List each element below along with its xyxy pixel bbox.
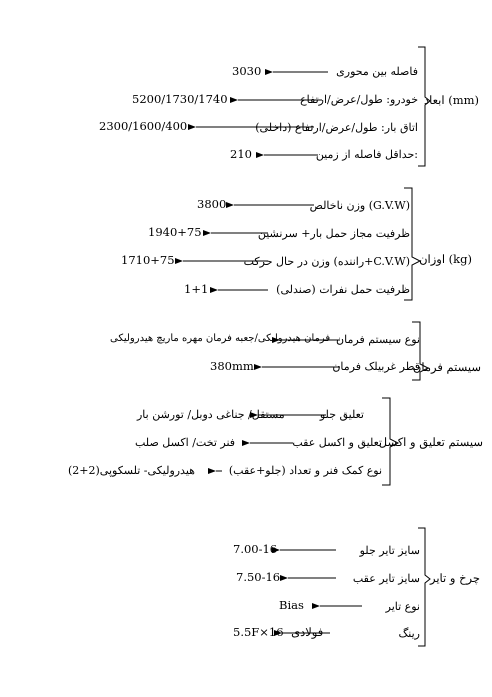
row-value: 1940+75 [148,225,202,239]
row-value: 210 [230,147,252,161]
row-value: 2300/1600/400 [99,119,188,133]
row-value: هیدرولیکی- تلسکوپی(2+2) [68,464,195,477]
row-label: فاصله بین محوری [336,65,418,78]
row-value: 3030 [232,64,262,78]
row-label: قطر غربیلک فرمان [332,360,420,373]
row-value: مستقل/ جناغی دوبل/ تورشن بار [137,408,285,421]
row-value: فرمان هیدرولیکی/جعبه فرمان مهره ماریچ هیدرولیکی [110,333,331,344]
row-value: 1+1 [184,282,209,296]
row-label: تعلیق و اکسل عقب [292,436,382,449]
row-value: Bias [279,598,304,612]
section-category: سیستم تعلیق و اکسل [378,435,483,449]
row-label: نوع سیستم فرمان [336,333,420,346]
row-value: 7.50-16 [236,570,281,584]
row-value: 7.00-16 [233,542,278,556]
row-label: نوع کمک فنر و تعداد (جلو+عقب) [228,464,382,477]
row-label: رینگ [398,627,420,640]
row-label: سایز تایر جلو [359,544,420,557]
row-value: 1710+75 [121,253,175,267]
row-label: ظرفیت حمل نفرات (صندلی) [276,283,410,296]
section-category: چرخ و تایر [430,571,480,585]
row-value: 5200/1730/1740 [132,92,228,106]
row-value: 3800 [197,197,227,211]
row-value: فنر تخت/ اکسل صلب [135,436,236,449]
row-label: وزن ناخالص (G.V.W) [309,199,410,212]
row-label: اتاق بار: طول/عرض/ارتفاع (داخلی) [255,121,418,134]
row-value: 380mm [210,359,254,373]
row-label: حداقل فاصله از زمین: [315,148,418,161]
row-label: نوع تایر [385,600,420,613]
section-category: سیستم فرمان [412,360,481,374]
section-category: ابعاد (mm) [423,93,479,107]
row-label: ظرفیت مجاز حمل بار+ سرنشین [257,227,410,240]
row-label: خودرو: طول/عرض/ارتفاع [300,93,418,106]
section-category: اوزان (kg) [419,252,472,266]
row-value: 5.5F×16- فولادی [233,625,324,639]
row-label: سایز تایر عقب [352,572,420,585]
row-label: تعلیق جلو [319,408,364,421]
row-label: وزن در حال حرکت (راننده+C.V.W) [243,255,410,268]
